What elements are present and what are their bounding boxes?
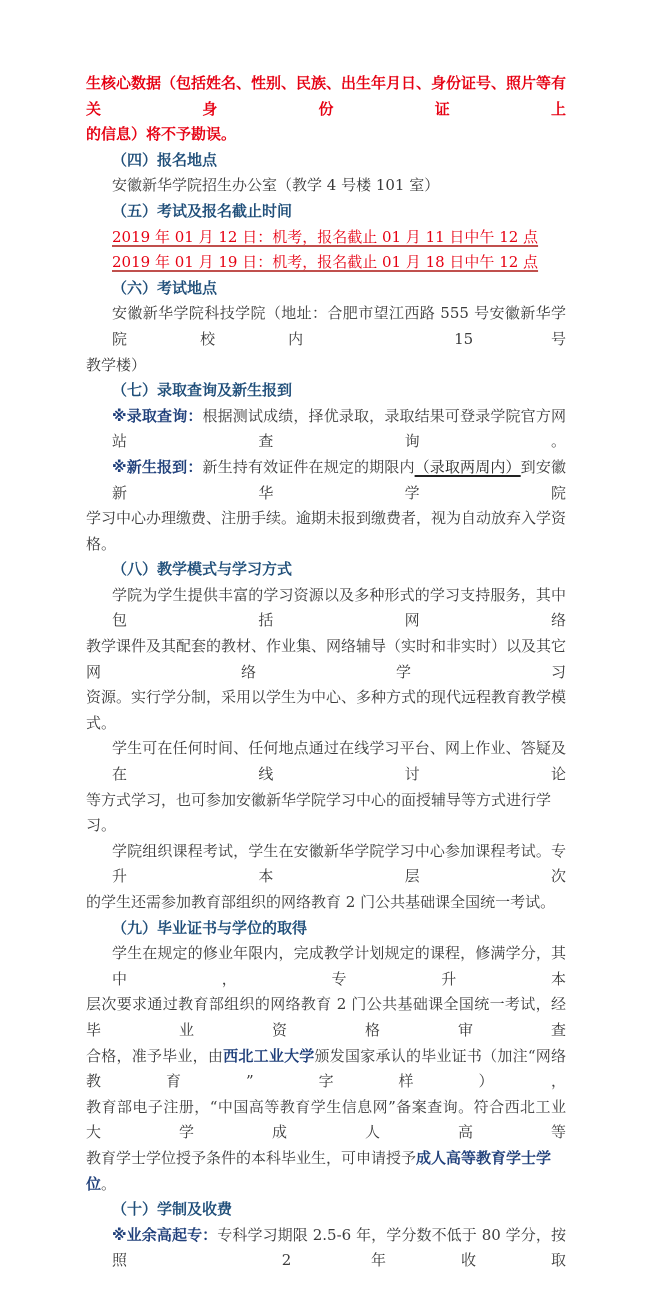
text-line [86, 1095, 566, 1146]
section-heading: （九）毕业证书与学位的取得 [112, 918, 308, 937]
text-segment: 教育部电子注册，“中国高等教育学生信息网”备案查询。符合西北工业大学成人高等 [86, 1097, 566, 1142]
text-segment: 。 [101, 1174, 117, 1193]
text-segment: （录取两周内） [414, 457, 521, 476]
text-segment: 新生持有效证件在规定的期限内 [202, 457, 415, 476]
text-segment: 学院为学生提供丰富的学习资源以及多种形式的学习支持服务，其中包括网络 [112, 585, 566, 630]
text-line [86, 634, 566, 685]
text-line [86, 1146, 566, 1197]
text-line [86, 685, 566, 736]
text-segment: 等方式学习，也可参加安徽新华学院学习中心的面授辅导等方式进行学习。 [86, 790, 552, 835]
text-line [112, 1223, 566, 1274]
text-line [112, 1197, 566, 1223]
text-line [112, 225, 566, 251]
text-line [86, 71, 566, 122]
text-line [86, 1044, 566, 1095]
text-line [112, 250, 566, 276]
highlight-text: ※录取查询： [112, 406, 203, 425]
text-segment: 的学生还需参加教育部组织的网络教育 2 门公共基础课全国统一考试。 [86, 893, 556, 911]
text-segment: 2019 年 01 月 19 日：机考，报名截止 01 月 18 日中午 12 点 [112, 253, 539, 272]
text-line [112, 839, 566, 890]
text-segment: 资源。实行学分制，采用以学生为中心、多种方式的现代远程教育教学模式。 [86, 688, 567, 732]
text-segment: 学生可在任何时间、任何地点通过在线学习平台、网上作业、答疑及在线讨论 [112, 739, 566, 784]
text-segment: 专科学习期限 2.5-6 年，学分数不低于 80 学分，按照 2 年收取 [112, 1225, 566, 1270]
text-line [86, 353, 566, 379]
section-heading: （十）学制及收费 [112, 1200, 233, 1219]
text-segment: 教学课件及其配套的教材、作业集、网络辅导（实时和非实时）以及其它网络学习 [86, 637, 567, 681]
section-heading: （七）录取查询及新生报到 [112, 381, 293, 400]
section-heading: （四）报名地点 [112, 150, 218, 169]
text-line [112, 199, 566, 225]
text-line [86, 788, 566, 839]
text-line [112, 557, 566, 583]
text-segment: 合格，准予毕业，由 [86, 1046, 224, 1065]
text-line [112, 583, 566, 634]
text-segment: 颁发国家承认的毕业证书（加注“网络教育”字样）， [86, 1046, 566, 1091]
section-heading: （八）教学模式与学习方式 [112, 560, 293, 579]
text-segment: 生核心数据（包括姓名、性别、民族、出生年月日、身份证号、照片等有关身份证上 [86, 74, 567, 118]
text-segment: 学生在规定的修业年限内，完成教学计划规定的课程，修满学分，其中，专升本 [112, 944, 566, 988]
text-segment: 层次要求通过教育部组织的网络教育 2 门公共基础课全国统一考试，经毕业资格审查 [86, 995, 566, 1039]
text-segment: 安徽新华学院招生办公室（教学 4 号楼 101 室） [112, 176, 440, 195]
text-line [112, 455, 566, 506]
text-segment: 的信息）将不予勘误。 [86, 125, 237, 144]
text-line [112, 404, 566, 455]
text-line [112, 736, 566, 787]
highlight-text: ※业余高起专： [112, 1225, 218, 1244]
text-segment: 教学楼） [86, 355, 147, 374]
highlight-text: 成人高等教育学士学位 [86, 1148, 552, 1193]
text-line [112, 941, 566, 992]
text-line [112, 148, 566, 174]
text-segment: 2019 年 01 月 12 日：机考，报名截止 01 月 11 日中午 12 点 [112, 227, 539, 246]
text-segment: 到安徽新华学院 [112, 457, 566, 502]
text-line [112, 173, 566, 199]
text-segment: 根据测试成绩，择优录取，录取结果可登录学院官方网站查询。 [112, 406, 566, 451]
section-heading: （六）考试地点 [112, 278, 218, 297]
text-line [86, 506, 566, 557]
section-heading: （五）考试及报名截止时间 [112, 201, 293, 220]
highlight-text: 西北工业大学 [223, 1046, 315, 1065]
text-line [112, 301, 566, 352]
text-segment: 教育学士学位授予条件的本科毕业生，可申请授予 [86, 1148, 417, 1167]
text-segment: 学院组织课程考试，学生在安徽新华学院学习中心参加课程考试。专升本层次 [112, 841, 566, 886]
text-line [112, 276, 566, 302]
text-line [86, 122, 566, 148]
highlight-text: ※新生报到： [112, 457, 203, 476]
text-segment: 学习中心办理缴费、注册手续。逾期未报到缴费者，视为自动放弃入学资格。 [86, 509, 567, 553]
text-line [112, 378, 566, 404]
text-line [112, 916, 566, 942]
text-line [86, 992, 566, 1043]
text-line [86, 890, 566, 916]
text-segment: 安徽新华学院科技学院（地址：合肥市望江西路 555 号安徽新华学院校内 15 号 [112, 304, 566, 348]
